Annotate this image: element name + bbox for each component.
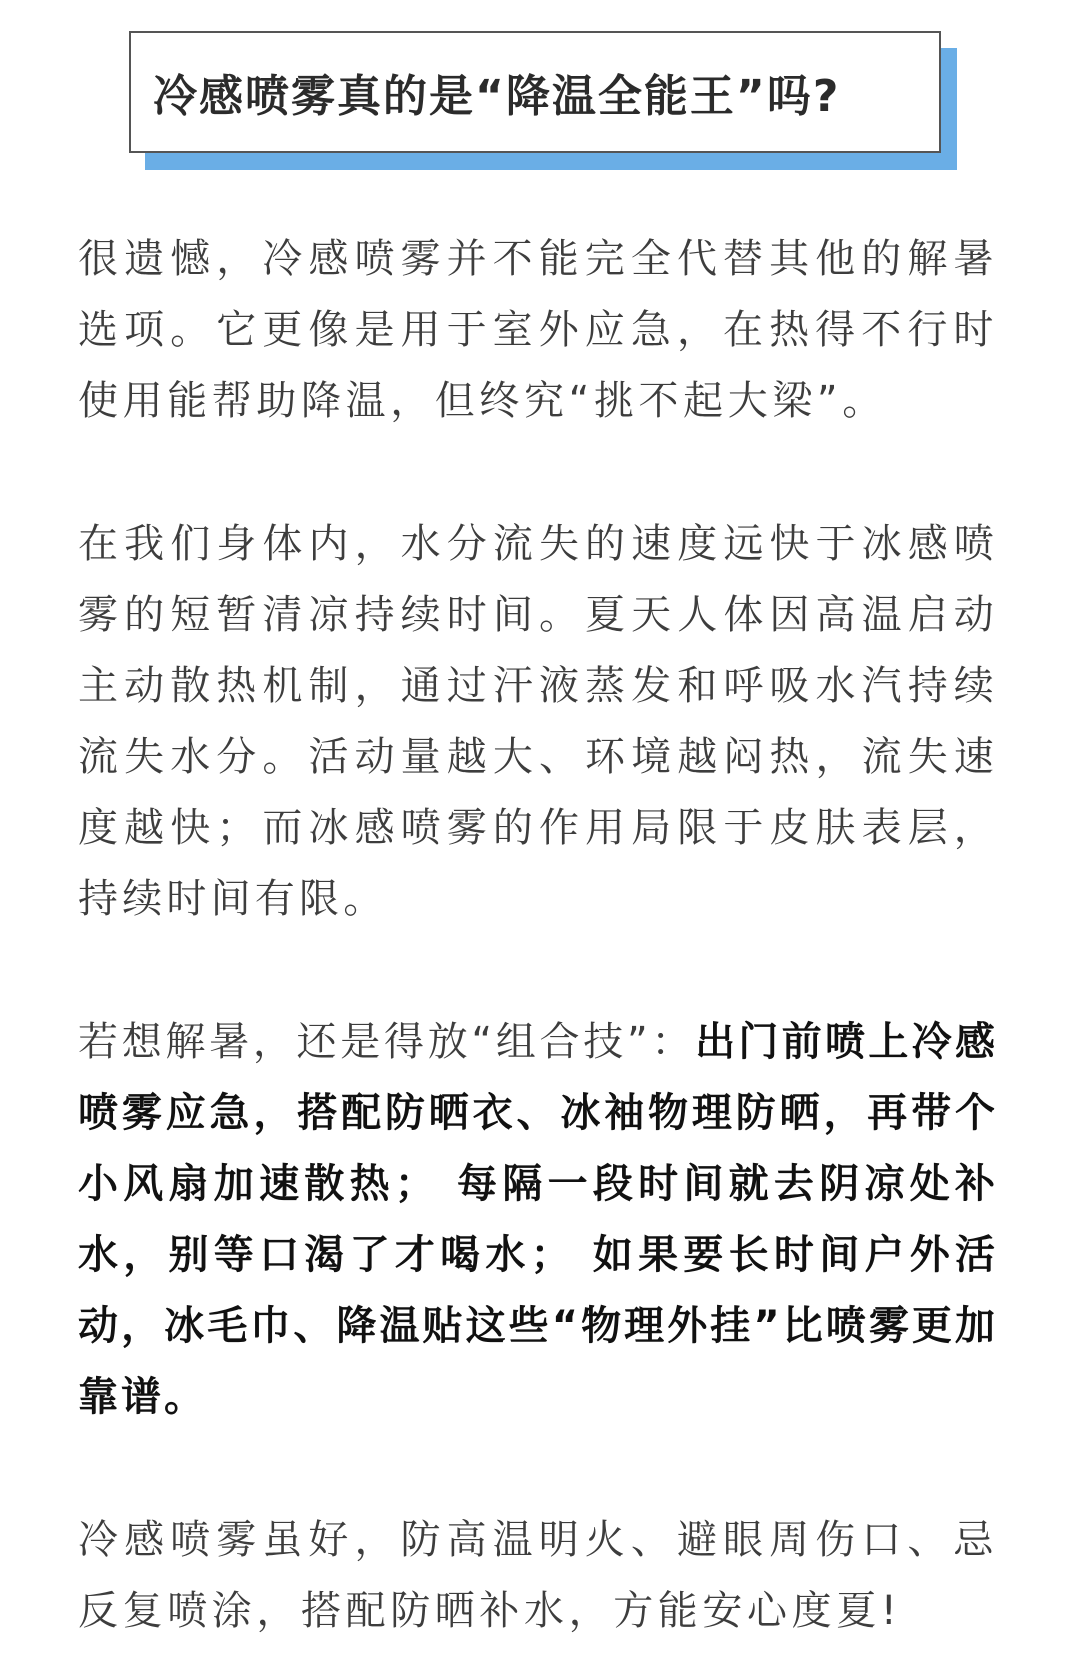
- tips-lead: 若想解暑，还是得放“组合技”：: [78, 1019, 696, 1065]
- paragraph-explanation: 在我们身体内，水分流失的速度远快于冰感喷雾的短暂清凉持续时间。夏天人体因高温启动主动散热机制，通过汗液蒸发和呼吸水汽持续流失水分。活动量越大、环境越闷热，流失速度越快；而冰感喷雾的作用局限于皮肤表层，持续时间有限。: [78, 521, 998, 922]
- heading-box: [129, 31, 941, 153]
- paragraph-conclusion: 冷感喷雾虽好，防高温明火、避眼周伤口、忌反复喷涂，搭配防晒补水，方能安心度夏!: [78, 1517, 998, 1634]
- article-body: [78, 224, 998, 1647]
- paragraph-intro: 很遗憾，冷感喷雾并不能完全代替其他的解暑选项。它更像是用于室外应急，在热得不行时使用能帮助降温，但终究“挑不起大梁”。: [78, 236, 998, 424]
- heading-title: 冷感喷雾真的是“降温全能王”吗?: [153, 71, 841, 122]
- section-heading: [129, 31, 961, 171]
- paragraph-tips: [78, 1007, 998, 1433]
- tips-bold: 出门前喷上冷感喷雾应急，搭配防晒衣、冰袖物理防晒，再带个小风扇加速散热； 每隔一段时间就去阴凉处补水，别等口渴了才喝水； 如果要长时间户外活动，冰毛巾、降温贴这些“物理外挂”比喷雾更加靠谱。: [78, 1019, 998, 1420]
